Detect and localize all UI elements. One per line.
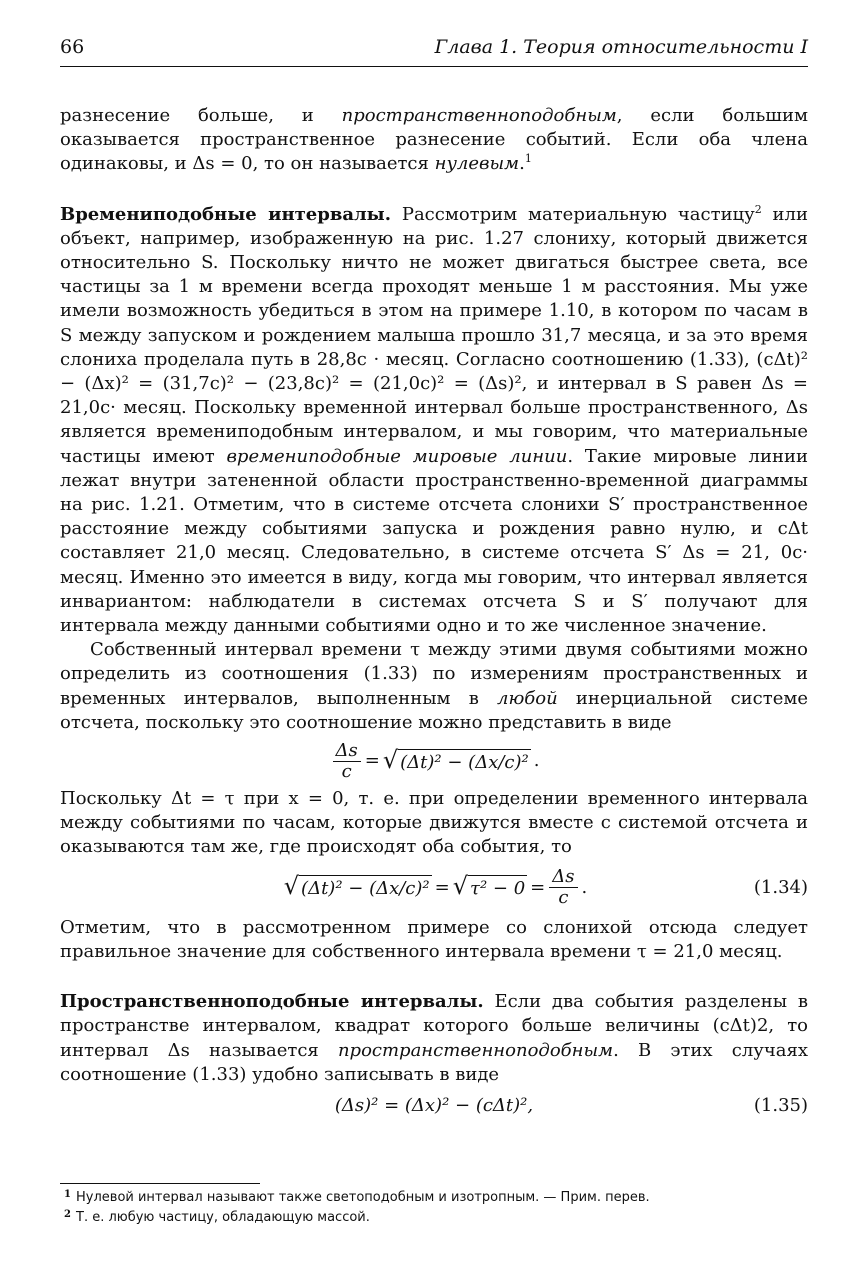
fraction: $\frac{\Delta s}{c}$ [333,741,361,782]
footnote-2: 2 Т. е. любую частицу, обладающую массой. [64,1209,370,1225]
section-heading: Времениподобные интервалы. [60,203,391,225]
page-number: 66 [60,36,85,58]
text-run: . [519,153,525,175]
chapter-title: Глава 1. Теория относительности I [434,36,808,58]
emphasis: времениподобные мировые линии [226,445,568,467]
equals-sign: = [530,876,546,898]
footnotes [60,1188,808,1228]
formula: (Δs)² = (Δx)² − (cΔt)², [334,1094,534,1116]
equation-unnumbered: $\frac{\Delta s}{c}$ = √ (Δt)² − (Δx/c)² . [60,735,808,787]
square-root: √ (Δt)² − (Δx/c)² [283,872,430,901]
paragraph-intro [60,104,808,177]
section-spacelike [60,990,808,1087]
section-heading: Пространственноподобные интервалы. [60,991,484,1013]
paragraph-proper-time [60,638,808,735]
text-run: или объект, например, изображенную на рис. 1.27 слониху, который движется относительно S. Поскольку ничто не может двигаться быстрее света, все частицы за 1 м времени всегда проходят меньше 1 м расстояния. Мы уже имели возможность убедиться в этом на примере 1.10, в котором по часам в S между запуском и рождением малыша прошло 31,7 месяца, и за это время слониха проделала путь в 28,8c · месяц. Согласно соотношению (1.33), (cΔt)² − (Δx)² = (31,7c)² − (23,8c)² = (21,0c)² = (Δs)², и интервал в S равен Δs = 21,0c· месяц. Поскольку временной интервал больше пространственного, Δs является времениподобным интервалом, и мы говорим, что материальные частицы имеют [60,203,808,467]
text-run: инерциальной системе отсчета, поскольку это соотношение можно представить в виде [60,687,808,733]
text-run: . Такие мировые линии лежат внутри затененной области пространственно-временной диаграммы на рис. 1.21. Отметим, что в системе отсчета слонихи S′ пространственное расстояние между событиями запуска и рождения равно нулю, и cΔt составляет 21,0 месяц. Следовательно, в системе отсчета S′ Δs = 21, 0c· месяц. Именно это имеется в виду, когда мы говорим, что интервал является инвариантом: наблюдатели в системах отсчета S и S′ получают для интервала между данными событиями одно и то же численное значение. [60,445,808,637]
main-text [60,104,808,1125]
equation-1-34: √ (Δt)² − (Δx/c)² = √ τ² − 0 = $\frac{\Delta s}{c}$ . (1.34) [283,866,808,909]
text-run: Собственный интервал времени τ между этими двумя событиями можно определить из соотношения (1.33) по измерениям пространственных и временных интервалов, выполненным в [60,639,808,709]
square-root: √ τ² − 0 [452,872,526,901]
paragraph-note: Отметим, что в рассмотренном примере со слонихой отсюда следует правильное значение для собственного интервала времени τ = 21,0 месяц. [60,916,808,962]
footnote-separator [60,1183,260,1184]
equation-1-35 [60,1087,808,1125]
equals-sign: = [364,749,380,771]
emphasis: пространственноподобным [341,105,617,126]
text-run: разнесение больше, и [60,105,342,126]
paragraph-since: Поскольку Δt = τ при x = 0, т. е. при определении временного интервала между событиями по часам, которые движутся вместе с системой отсчета и оказываются там же, где происходят оба события, то [60,788,808,858]
footnote-1: 1 Нулевой интервал называют также светоподобным и изотропным. — Прим. перев. [64,1189,650,1205]
text-run: Если два события разделены в пространстве интервалом, квадрат которого больше величины (cΔt)2, то интервал Δs называется [60,991,808,1061]
text-run: , если большим оказывается пространственное разнесение событий. Если оба члена одинаковы, и Δs = 0, то он называется [60,105,808,175]
section-timelike [60,203,808,639]
emphasis: любой [497,687,558,709]
running-header [60,36,808,67]
footnote-ref: 1 [524,152,532,166]
equation-number: (1.34) [753,876,808,898]
text-run: . В этих случаях соотношение (1.33) удобно записывать в виде [60,1039,808,1085]
equation-number: (1.35) [753,1094,808,1116]
equals-sign: = [434,876,450,898]
text-run: Рассмотрим материальную частицу [391,203,755,225]
emphasis: пространственноподобным [337,1039,614,1061]
footnote-ref: 2 [754,202,762,216]
square-root: √ (Δt)² − (Δx/c)² [382,745,529,774]
emphasis: нулевым [434,153,520,175]
fraction: $\frac{\Delta s}{c}$ [549,867,577,908]
